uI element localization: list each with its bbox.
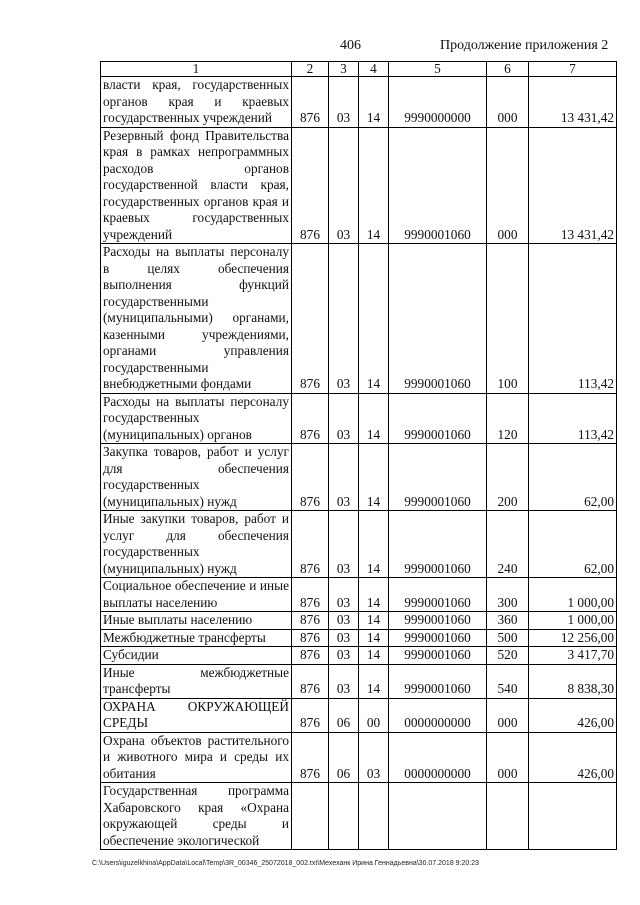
table-row [101, 77, 617, 128]
table-row [101, 511, 617, 578]
budget-table [100, 61, 617, 850]
column-header: 2 [292, 62, 329, 77]
target-article-code: 9990000000 [389, 77, 487, 128]
section-code: 03 [329, 578, 359, 612]
subsection-code: 14 [359, 244, 389, 394]
amount: 13 431,42 [529, 77, 617, 128]
section-code: 03 [329, 393, 359, 444]
target-article-code: 9990001060 [389, 127, 487, 244]
expense-type-code: 000 [487, 698, 529, 732]
row-name: Субсидии [101, 647, 292, 665]
expense-type-code: 120 [487, 393, 529, 444]
row-name: Межбюджетные трансферты [101, 629, 292, 647]
row-name: Социальное обеспечение и иные выплаты населению [101, 578, 292, 612]
table-row [101, 664, 617, 698]
expense-type-code: 000 [487, 77, 529, 128]
expense-type-code: 520 [487, 647, 529, 665]
subsection-code: 14 [359, 629, 389, 647]
amount: 1 000,00 [529, 612, 617, 630]
subsection-code: 14 [359, 647, 389, 665]
amount: 3 417,70 [529, 647, 617, 665]
section-code: 03 [329, 77, 359, 128]
amount: 12 256,00 [529, 629, 617, 647]
target-article-code: 9990001060 [389, 578, 487, 612]
target-article-code: 9990001060 [389, 664, 487, 698]
subsection-code: 14 [359, 664, 389, 698]
ministry-code: 876 [292, 393, 329, 444]
continuation-title: Продолжение приложения 2 [440, 38, 609, 53]
subsection-code: 14 [359, 612, 389, 630]
column-header: 7 [529, 62, 617, 77]
ministry-code: 876 [292, 664, 329, 698]
ministry-code: 876 [292, 511, 329, 578]
subsection-code [359, 783, 389, 850]
expense-type-code: 240 [487, 511, 529, 578]
amount: 62,00 [529, 511, 617, 578]
table-row [101, 612, 617, 630]
ministry-code: 876 [292, 647, 329, 665]
subsection-code: 03 [359, 732, 389, 783]
column-header: 6 [487, 62, 529, 77]
column-header: 4 [359, 62, 389, 77]
target-article-code: 0000000000 [389, 732, 487, 783]
ministry-code: 876 [292, 698, 329, 732]
table-row [101, 647, 617, 665]
subsection-code: 14 [359, 511, 389, 578]
target-article-code: 0000000000 [389, 698, 487, 732]
row-name: Расходы на выплаты персоналу государственных (муниципальных) органов [101, 393, 292, 444]
table-header-row [101, 62, 617, 77]
target-article-code: 9990001060 [389, 393, 487, 444]
ministry-code: 876 [292, 732, 329, 783]
table-row [101, 783, 617, 850]
target-article-code: 9990001060 [389, 244, 487, 394]
expense-type-code: 360 [487, 612, 529, 630]
amount: 426,00 [529, 698, 617, 732]
ministry-code [292, 783, 329, 850]
ministry-code: 876 [292, 629, 329, 647]
row-name: Иные межбюджетные трансферты [101, 664, 292, 698]
section-code: 03 [329, 629, 359, 647]
table-row [101, 244, 617, 394]
ministry-code: 876 [292, 77, 329, 128]
file-path-footer: C:\Users\iguzelkhina\AppData\Local\Temp\3R_00346_25072018_002.txt\Мехеханк Ирина Геннадьевна\30.07.2018 9:20:23 [92, 860, 480, 867]
column-header: 5 [389, 62, 487, 77]
amount [529, 783, 617, 850]
section-code: 03 [329, 612, 359, 630]
section-code: 06 [329, 698, 359, 732]
expense-type-code: 540 [487, 664, 529, 698]
section-code: 03 [329, 511, 359, 578]
target-article-code [389, 783, 487, 850]
amount: 113,42 [529, 393, 617, 444]
section-code: 03 [329, 444, 359, 511]
section-code: 03 [329, 664, 359, 698]
amount: 8 838,30 [529, 664, 617, 698]
row-name: Иные выплаты населению [101, 612, 292, 630]
section-code: 03 [329, 127, 359, 244]
expense-type-code: 100 [487, 244, 529, 394]
expense-type-code: 000 [487, 127, 529, 244]
ministry-code: 876 [292, 244, 329, 394]
section-code [329, 783, 359, 850]
target-article-code: 9990001060 [389, 629, 487, 647]
row-name: Закупка товаров, работ и услуг для обеспечения государственных (муниципальных) нужд [101, 444, 292, 511]
expense-type-code: 200 [487, 444, 529, 511]
page-number: 406 [340, 38, 361, 53]
subsection-code: 14 [359, 77, 389, 128]
ministry-code: 876 [292, 444, 329, 511]
ministry-code: 876 [292, 127, 329, 244]
target-article-code: 9990001060 [389, 444, 487, 511]
amount: 113,42 [529, 244, 617, 394]
target-article-code: 9990001060 [389, 612, 487, 630]
ministry-code: 876 [292, 578, 329, 612]
row-name: Иные закупки товаров, работ и услуг для обеспечения государственных (муниципальных) нужд [101, 511, 292, 578]
table-row [101, 698, 617, 732]
row-name: ОХРАНА ОКРУЖАЮЩЕЙ СРЕДЫ [101, 698, 292, 732]
table-row [101, 732, 617, 783]
column-header: 1 [101, 62, 292, 77]
table-row [101, 444, 617, 511]
table-row [101, 127, 617, 244]
target-article-code: 9990001060 [389, 511, 487, 578]
table-row [101, 393, 617, 444]
amount: 13 431,42 [529, 127, 617, 244]
row-name: Государственная программа Хабаровского края «Охрана окружающей среды и обеспечение экологической [101, 783, 292, 850]
amount: 62,00 [529, 444, 617, 511]
section-code: 03 [329, 244, 359, 394]
expense-type-code: 300 [487, 578, 529, 612]
subsection-code: 00 [359, 698, 389, 732]
row-name: Расходы на выплаты персоналу в целях обеспечения выполнения функций государственными (муниципальными) органами, казенными учреждениями, органами управления государственными внебюджетными фондами [101, 244, 292, 394]
table-row [101, 629, 617, 647]
subsection-code: 14 [359, 578, 389, 612]
subsection-code: 14 [359, 127, 389, 244]
target-article-code: 9990001060 [389, 647, 487, 665]
expense-type-code: 000 [487, 732, 529, 783]
amount: 1 000,00 [529, 578, 617, 612]
subsection-code: 14 [359, 444, 389, 511]
subsection-code: 14 [359, 393, 389, 444]
section-code: 06 [329, 732, 359, 783]
column-header: 3 [329, 62, 359, 77]
expense-type-code: 500 [487, 629, 529, 647]
row-name: Охрана объектов растительного и животного мира и среды их обитания [101, 732, 292, 783]
expense-type-code [487, 783, 529, 850]
amount: 426,00 [529, 732, 617, 783]
ministry-code: 876 [292, 612, 329, 630]
row-name: Резервный фонд Правительства края в рамках непрограммных расходов органов государственной власти края, государственных органов края и краевых государственных учреждений [101, 127, 292, 244]
table-row [101, 578, 617, 612]
row-name: власти края, государственных органов края и краевых государственных учреждений [101, 77, 292, 128]
section-code: 03 [329, 647, 359, 665]
